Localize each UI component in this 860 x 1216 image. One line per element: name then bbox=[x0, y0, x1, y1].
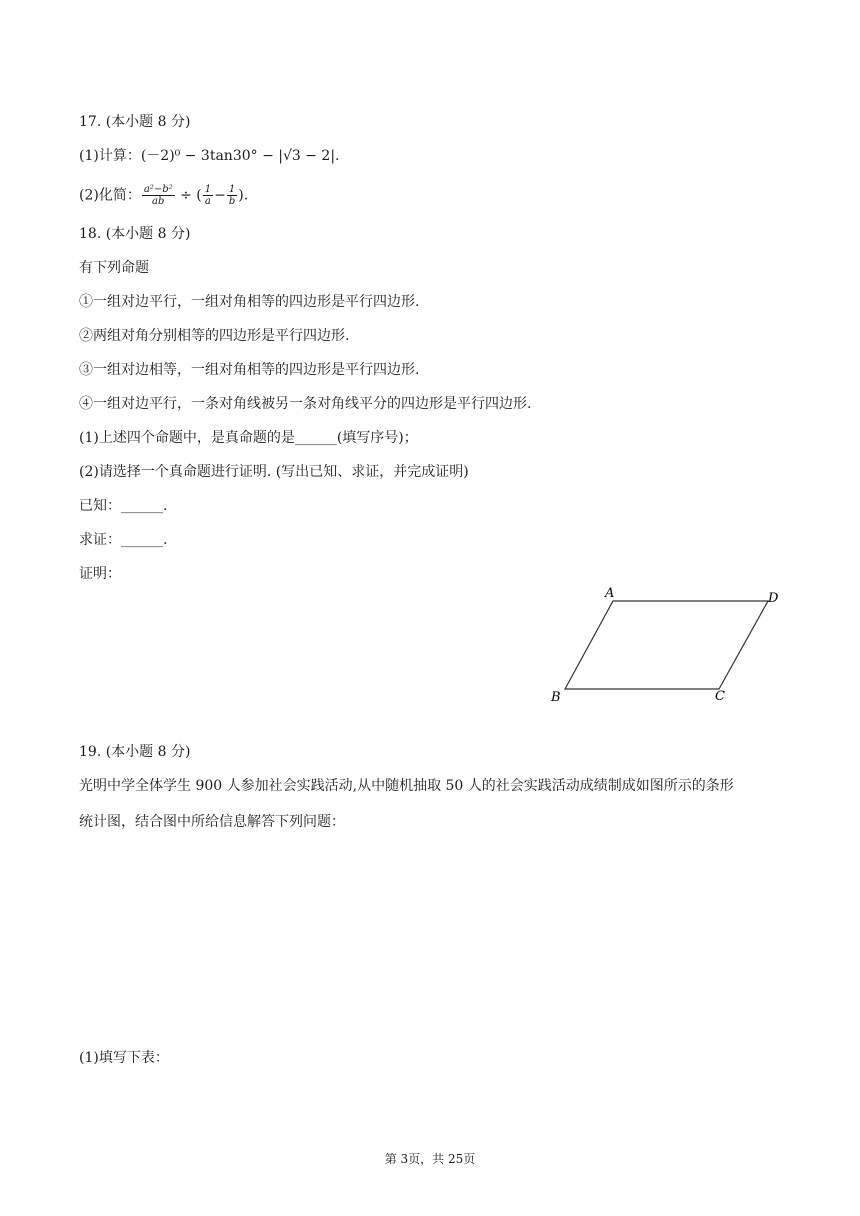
q18-proof: 证明： bbox=[79, 566, 121, 582]
q18-header: 18. (本小题 8 分) bbox=[79, 226, 191, 242]
q18-intro: 有下列命题 bbox=[79, 260, 149, 276]
q17-fraction-1-over-b: $\frac{1}{b}$ bbox=[228, 184, 236, 207]
q18-prove: 求证：______. bbox=[79, 532, 168, 548]
q19-text-line-1: 光明中学全体学生 900 人参加社会实践活动,从中随机抽取 50 人的社会实践活动成绩制成如图所示的条形 bbox=[79, 778, 734, 794]
q17-minus-sign: − bbox=[214, 187, 226, 204]
q19-subquestion-1: (1)填写下表： bbox=[79, 1050, 169, 1066]
q18-proposition-1: ①一组对边平行，一组对角相等的四边形是平行四边形. bbox=[79, 294, 420, 310]
q18-proposition-2: ②两组对角分别相等的四边形是平行四边形. bbox=[79, 328, 350, 344]
q18-subquestion-2: (2)请选择一个真命题进行证明. (写出已知、求证，并完成证明) bbox=[79, 464, 469, 480]
q17-header: 17. (本小题 8 分) bbox=[79, 114, 191, 130]
vertex-label-a: A bbox=[605, 586, 615, 601]
q17-part1-prefix: (1)计算： bbox=[79, 148, 141, 164]
q17-close-paren: ). bbox=[238, 187, 249, 204]
q18-subquestion-1: (1)上述四个命题中，是真命题的是______(填写序号)； bbox=[79, 430, 418, 446]
q17-fraction-1-over-a: $\frac{1}{a}$ bbox=[204, 184, 212, 207]
q18-proposition-3: ③一组对边相等，一组对角相等的四边形是平行四边形. bbox=[79, 362, 420, 378]
q19-header: 19. (本小题 8 分) bbox=[79, 744, 191, 760]
parallelogram-figure bbox=[545, 585, 795, 710]
vertex-label-b: B bbox=[551, 690, 561, 705]
q17-part1-expression: (－2)⁰ − 3tan30° − |√3 − 2|. bbox=[140, 148, 340, 164]
page-footer: 第 3页，共 25页 bbox=[384, 1152, 476, 1166]
q17-part2 bbox=[79, 184, 248, 207]
q17-fraction-main: $\frac{\text{a²−b²}}{ab}$ bbox=[143, 184, 173, 207]
q18-proposition-4: ④一组对边平行，一条对角线被另一条对角线平分的四边形是平行四边形. bbox=[79, 396, 532, 412]
vertex-label-d: D bbox=[768, 591, 779, 606]
q19-text-line-2: 统计图，结合图中所给信息解答下列问题： bbox=[79, 814, 345, 830]
parallelogram-shape bbox=[565, 601, 768, 689]
q17-divide-sign: ÷ ( bbox=[180, 187, 202, 204]
q17-part1 bbox=[79, 146, 340, 166]
vertex-label-c: C bbox=[715, 689, 725, 704]
q17-part2-prefix: (2)化简： bbox=[79, 187, 141, 204]
q18-known: 已知：______. bbox=[79, 498, 168, 514]
